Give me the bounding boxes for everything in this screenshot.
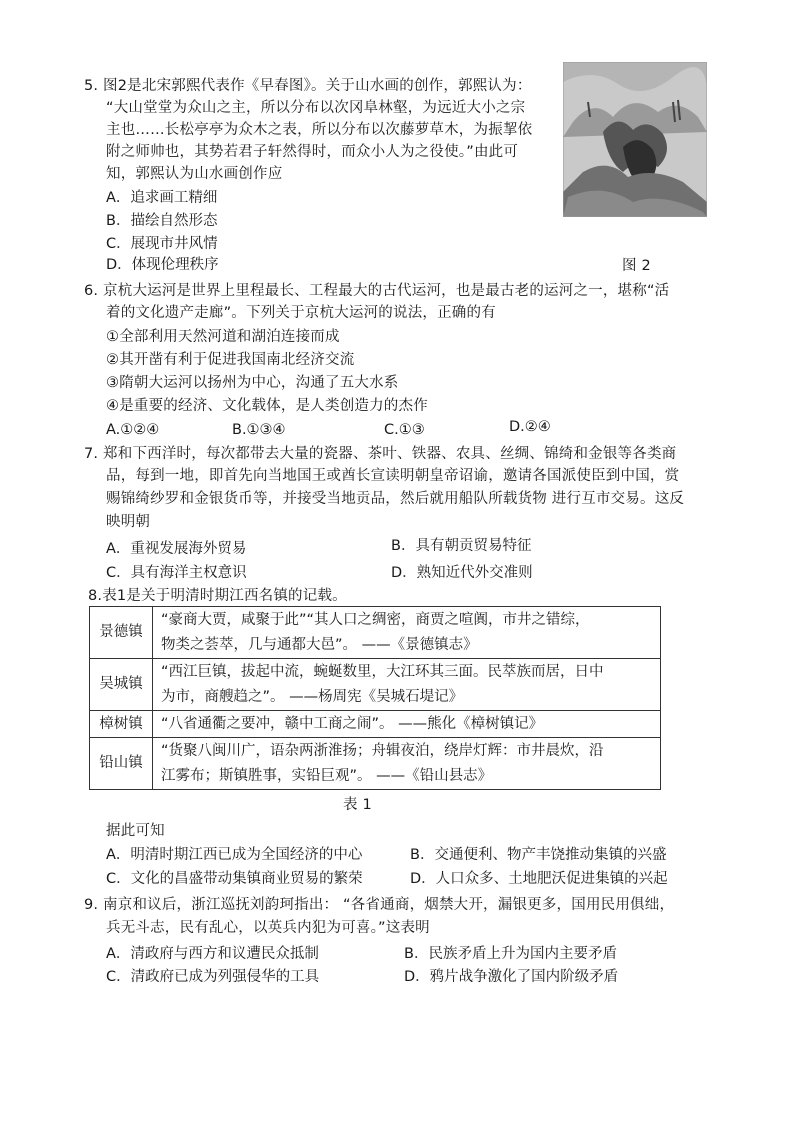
q7-stem-line-3: 赐锦绮纱罗和金银货币等，并接受当地贡品，然后就用船队所载货物 进行互市交易。这反 [106,491,685,507]
q6-option-a: A.①②④ [106,422,160,438]
q9-option-a: A．清政府与西方和议遭民众抵制 [106,946,319,962]
table-cell-town: 铅山镇 [90,738,153,790]
q7-option-a: A．重视发展海外贸易 [106,541,247,557]
record-line: “西江巨镇，拔起中流，蜿蜒数里，大江环其三面。民萃族而居，日中 [161,663,604,680]
record-line: “八省通衢之要冲，赣中工商之闹”。 ——熊化《樟树镇记》 [161,715,544,732]
q6-item-3: ③隋朝大运河以扬州为中心，沟通了五大水系 [106,375,399,391]
q5-stem-line-4: 附之师帅也，其势若君子轩然得时，而众小人为之役使。”由此可 [106,144,519,160]
q6-option-b: B.①③④ [232,422,286,438]
q7-stem-line-4: 映明朝 [106,514,151,530]
q6-item-2: ②其开凿有利于促进我国南北经济交流 [106,352,355,368]
q6-option-c: C.①③ [384,422,425,438]
q6-option-d: D.②④ [509,419,551,435]
record-line: 为市，商艘趋之”。 ——杨周宪《吴城石堤记》 [161,688,464,705]
q5-option-d: D．体现伦理秩序 [106,257,219,273]
q7-option-d: D．熟知近代外交准则 [391,565,533,581]
q6-item-4: ④是重要的经济、文化载体，是人类创造力的杰作 [106,398,428,414]
q6-item-1: ①全部利用天然河道和湖泊连接而成 [106,329,340,345]
figure-2-caption: 图 2 [622,258,651,274]
q8-option-c: C．文化的昌盛带动集镇商业贸易的繁荣 [106,871,363,887]
landscape-painting-image [563,62,707,217]
q5-stem-line-2: “大山堂堂为众山之主，所以分布以次冈阜林壑，为远近大小之宗 [106,100,526,116]
q6-stem-line-1: 6. 京杭大运河是世界上里程最长、工程最大的古代运河，也是最古老的运河之一，堪称“活 [84,283,670,299]
q5-option-c: C．展现市井风情 [106,236,218,252]
table-cell-town: 樟树镇 [90,711,153,738]
q7-stem-line-2: 品，每到一地，即首先向当地国王或酋长宣读明朝皇帝诏谕，邀请各国派使臣到中国，赏 [106,468,680,484]
q7-option-c: C．具有海洋主权意识 [106,565,247,581]
table-row [90,711,661,738]
q8-intro: 8.表1是关于明清时期江西名镇的记载。 [88,588,347,604]
record-line: 江雾布；斯镇胜事，实铅巨观”。 ——《铅山县志》 [161,767,493,784]
q9-stem-line-1: 9. 南京和议后，浙江巡抚刘韵珂指出： “各省通商，烟禁大开，漏银更多，国用民用俱绌， [84,897,675,913]
table-cell-town: 吴城镇 [90,659,153,711]
table-row [90,607,661,659]
q8-stem: 据此可知 [106,823,165,839]
table-cell-record [153,738,661,790]
table-1-caption: 表 1 [343,797,372,813]
record-line: “货聚八闽川广，语杂两浙淮扬；舟辑夜泊，绕岸灯辉：市井晨炊，沿 [161,742,604,759]
table-row [90,738,661,790]
record-line: “豪商大贾，咸聚于此”“其人口之绸密，商贾之喧阗，市井之错综， [161,611,590,628]
q7-option-b: B．具有朝贡贸易特征 [391,538,532,554]
table-row [90,659,661,711]
table-cell-record [153,659,661,711]
q8-option-b: B．交通便利、物产丰饶推动集镇的兴盛 [410,847,667,863]
q8-option-d: D．人口众多、土地肥沃促进集镇的兴起 [410,871,668,887]
table-1 [89,606,661,790]
q8-option-a: A．明清时期江西已成为全国经济的中心 [106,847,363,863]
q9-stem-line-2: 兵无斗志，民有乱心，以英兵内犯为可喜。”这表明 [106,920,430,936]
q6-stem-line-2: 着的文化遗产走廊”。下列关于京杭大运河的说法，正确的有 [106,305,496,321]
table-cell-record [153,711,661,738]
q5-stem-line-5: 知，郭熙认为山水画创作应 [106,166,283,182]
q5-option-a: A．追求画工精细 [106,190,218,206]
q9-option-b: B．民族矛盾上升为国内主要矛盾 [404,946,617,962]
q9-option-c: C．清政府已成为列强侵华的工具 [106,969,320,985]
record-line: 物类之荟萃，几与通都大邑”。 ——《景德镇志》 [161,636,478,653]
q5-stem-line-1: 5. 图2是北宋郭熙代表作《早春图》。关于山水画的创作，郭熙认为： [84,78,532,94]
q9-option-d: D．鸦片战争激化了国内阶级矛盾 [404,969,619,985]
q7-stem-line-1: 7. 郑和下西洋时，每次都带去大量的瓷器、茶叶、铁器、农具、丝绸、锦绮和金银等各类商 [84,446,677,462]
q5-stem-line-3: 主也……长松亭亭为众木之表，所以分布以次藤萝草木，为振挈依 [106,122,533,138]
table-cell-town: 景德镇 [90,607,153,659]
table-cell-record [153,607,661,659]
q5-option-b: B．描绘自然形态 [106,213,218,229]
